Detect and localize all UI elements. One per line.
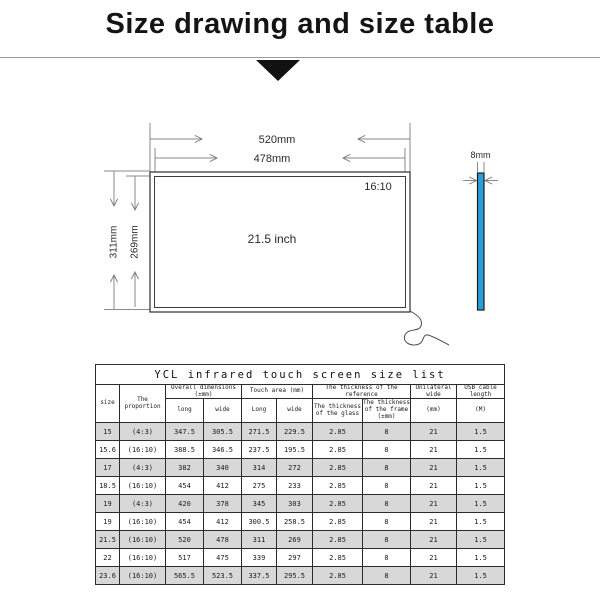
table-cell: (4:3): [120, 495, 166, 513]
size-drawing: [0, 95, 600, 360]
col-header-unilateral-unit: (mm): [411, 399, 457, 423]
table-row: [96, 423, 505, 441]
table-row: [96, 459, 505, 477]
table-cell: 1.5: [457, 477, 505, 495]
table-cell: (16:10): [120, 531, 166, 549]
table-cell: 19: [96, 513, 120, 531]
table-cell: (16:10): [120, 441, 166, 459]
table-cell: 347.5: [166, 423, 204, 441]
table-cell: 15.6: [96, 441, 120, 459]
table-cell: 1.5: [457, 513, 505, 531]
table-cell: 271.5: [242, 423, 277, 441]
width-outer-label: 520mm: [258, 134, 296, 146]
col-header-touch-long: Long: [242, 399, 277, 423]
table-row: [96, 531, 505, 549]
table-cell: 454: [166, 477, 204, 495]
down-arrow-icon: [256, 60, 300, 81]
table-cell: 2.85: [313, 477, 363, 495]
table-title-row: [96, 365, 505, 385]
col-header-size: size: [96, 385, 120, 423]
usb-cable: [404, 311, 449, 345]
aspect-ratio-label: 16:10: [364, 181, 392, 193]
table-cell: 233: [277, 477, 313, 495]
table-cell: 565.5: [166, 567, 204, 585]
table-cell: 21.5: [96, 531, 120, 549]
table-row: [96, 567, 505, 585]
col-header-proportion: The proportion: [120, 385, 166, 423]
table-cell: 21: [411, 513, 457, 531]
table-cell: 2.85: [313, 423, 363, 441]
col-header-unilateral: Unilateral wide: [411, 385, 457, 399]
table-cell: 21: [411, 567, 457, 585]
table-cell: 420: [166, 495, 204, 513]
table-cell: (4:3): [120, 423, 166, 441]
size-table: [95, 364, 505, 585]
col-header-overall-long: long: [166, 399, 204, 423]
table-cell: 1.5: [457, 567, 505, 585]
table-cell: 478: [204, 531, 242, 549]
screen-size-label: 21.5 inch: [247, 232, 297, 246]
table-cell: 8: [363, 513, 411, 531]
table-cell: 311: [242, 531, 277, 549]
table-row: [96, 477, 505, 495]
table-cell: 2.85: [313, 549, 363, 567]
thickness-label: 8mm: [470, 150, 491, 160]
size-table-body: [96, 423, 505, 585]
table-cell: 303: [277, 495, 313, 513]
table-title: YCL infrared touch screen size list: [96, 365, 505, 385]
table-cell: 19: [96, 495, 120, 513]
col-header-frame: The thickness of the frame (±mm): [363, 399, 411, 423]
table-row: [96, 513, 505, 531]
table-cell: 339: [242, 549, 277, 567]
table-cell: 272: [277, 459, 313, 477]
table-cell: 8: [363, 549, 411, 567]
table-cell: 2.85: [313, 513, 363, 531]
table-cell: (16:10): [120, 477, 166, 495]
table-cell: 258.5: [277, 513, 313, 531]
col-header-touch: Touch area (mm): [242, 385, 313, 399]
table-cell: 517: [166, 549, 204, 567]
table-cell: 382: [166, 459, 204, 477]
table-cell: 23.6: [96, 567, 120, 585]
table-row: [96, 549, 505, 567]
table-cell: 2.85: [313, 495, 363, 513]
table-cell: 21: [411, 477, 457, 495]
table-cell: 388.5: [166, 441, 204, 459]
table-cell: (16:10): [120, 549, 166, 567]
table-cell: (16:10): [120, 513, 166, 531]
table-cell: 237.5: [242, 441, 277, 459]
table-cell: 346.5: [204, 441, 242, 459]
col-header-usb-unit: (M): [457, 399, 505, 423]
table-cell: 1.5: [457, 531, 505, 549]
table-cell: 295.5: [277, 567, 313, 585]
table-cell: 2.85: [313, 531, 363, 549]
table-cell: 314: [242, 459, 277, 477]
col-header-thickness: The thickness of the reference: [313, 385, 411, 399]
table-cell: 195.5: [277, 441, 313, 459]
table-cell: 8: [363, 441, 411, 459]
table-cell: 229.5: [277, 423, 313, 441]
table-cell: 8: [363, 459, 411, 477]
table-cell: 1.5: [457, 459, 505, 477]
table-cell: (4:3): [120, 459, 166, 477]
table-cell: 475: [204, 549, 242, 567]
table-cell: 8: [363, 477, 411, 495]
table-cell: 454: [166, 513, 204, 531]
page-title: Size drawing and size table: [105, 8, 495, 40]
table-cell: 2.85: [313, 459, 363, 477]
table-cell: 15: [96, 423, 120, 441]
table-cell: 523.5: [204, 567, 242, 585]
table-cell: 21: [411, 459, 457, 477]
table-row: [96, 495, 505, 513]
table-cell: 412: [204, 513, 242, 531]
table-cell: 21: [411, 549, 457, 567]
table-cell: 269: [277, 531, 313, 549]
table-cell: (16:10): [120, 567, 166, 585]
col-header-overall-wide: wide: [204, 399, 242, 423]
table-cell: 412: [204, 477, 242, 495]
title-divider: [0, 57, 600, 58]
table-cell: 1.5: [457, 441, 505, 459]
table-cell: 21: [411, 495, 457, 513]
table-cell: 520: [166, 531, 204, 549]
table-cell: 22: [96, 549, 120, 567]
table-cell: 2.85: [313, 441, 363, 459]
table-cell: 1.5: [457, 495, 505, 513]
table-cell: 340: [204, 459, 242, 477]
table-cell: 305.5: [204, 423, 242, 441]
table-cell: 297: [277, 549, 313, 567]
table-cell: 8: [363, 423, 411, 441]
col-header-glass: The thickness of the glass: [313, 399, 363, 423]
table-cell: 21: [411, 531, 457, 549]
table-cell: 1.5: [457, 549, 505, 567]
table-cell: 345: [242, 495, 277, 513]
width-inner-label: 478mm: [253, 153, 291, 165]
table-cell: 18.5: [96, 477, 120, 495]
table-cell: 337.5: [242, 567, 277, 585]
table-cell: 1.5: [457, 423, 505, 441]
table-cell: 378: [204, 495, 242, 513]
table-cell: 8: [363, 531, 411, 549]
table-cell: 8: [363, 567, 411, 585]
table-cell: 2.85: [313, 567, 363, 585]
table-cell: 21: [411, 423, 457, 441]
col-header-touch-wide: wide: [277, 399, 313, 423]
side-profile-bar: [478, 173, 485, 310]
table-cell: 8: [363, 495, 411, 513]
table-cell: 275: [242, 477, 277, 495]
col-header-overall: Overall dimensions (±mm): [166, 385, 242, 399]
table-cell: 300.5: [242, 513, 277, 531]
table-header-row-1: [96, 385, 505, 399]
col-header-usb: USB cable length: [457, 385, 505, 399]
height-outer-label: 311mm: [108, 225, 120, 259]
table-cell: 21: [411, 441, 457, 459]
table-cell: 17: [96, 459, 120, 477]
height-inner-label: 269mm: [129, 225, 141, 259]
table-row: [96, 441, 505, 459]
